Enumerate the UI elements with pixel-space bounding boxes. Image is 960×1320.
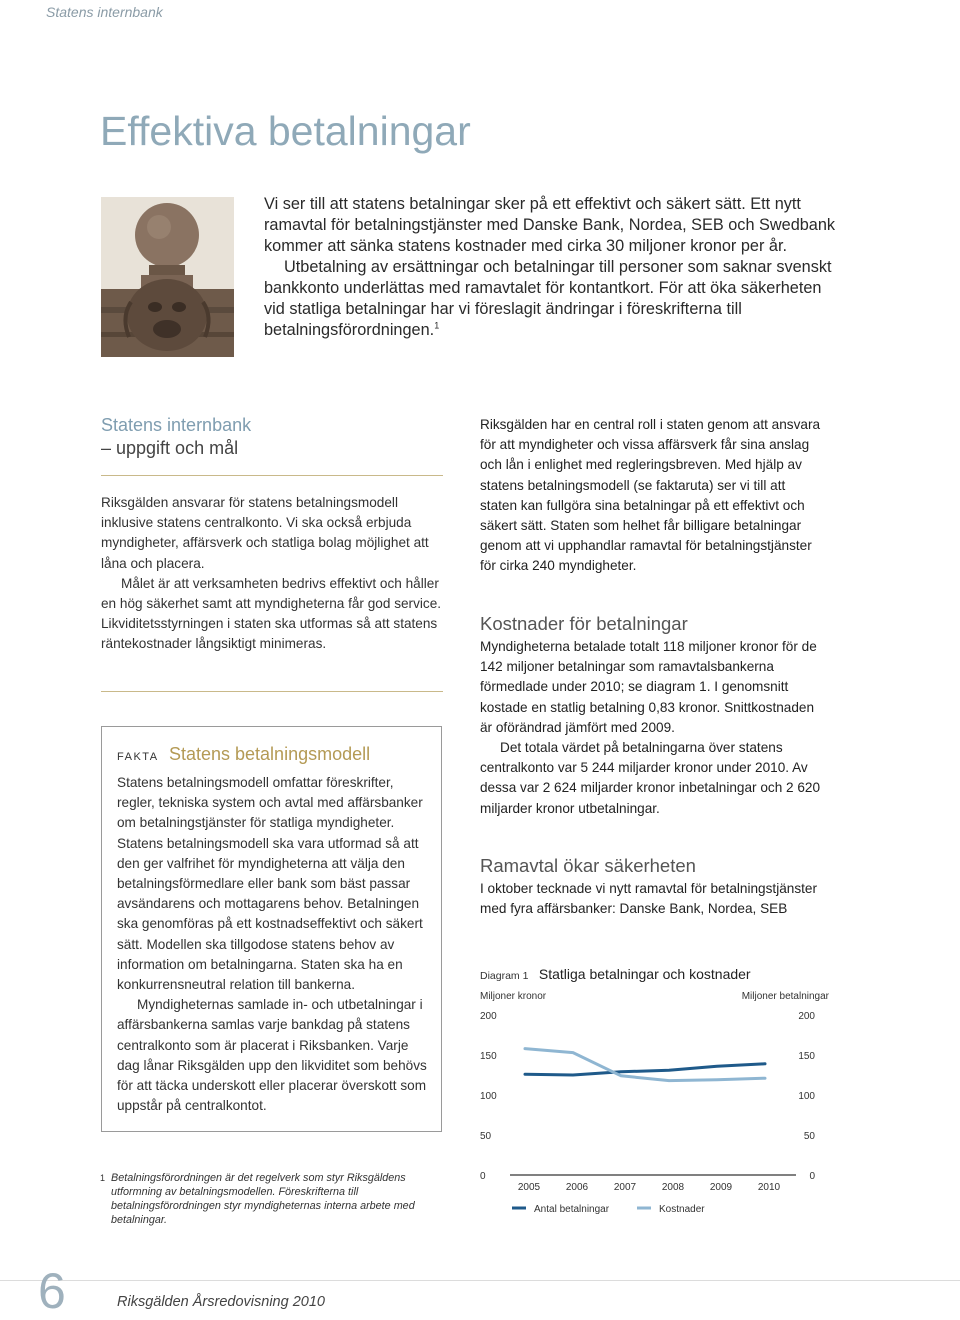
section-costs-paragraph-1: Myndigheterna betalade totalt 118 miljoner kronor för de 142 miljoner betalningar som ramavtalsbankerna förmedlade under 2010; se diagram 1. I genomsnitt kostade en statlig betalning 0,83 kronor. Snittkostnaden är oförändrad jämfört med 2009. — [480, 639, 817, 735]
page-title: Effektiva betalningar — [100, 108, 471, 154]
photo-stone-sculpture — [101, 197, 234, 357]
section-title-costs: Kostnader för betalningar — [480, 613, 688, 634]
sidebar-rule-bottom — [101, 691, 443, 692]
fact-box-paragraph-1: Statens betalningsmodell omfattar föreskrifter, regler, tekniska system och avtal med affärsbanker om betalningstjänster för statliga myndigheter. Statens betalningsmodell ska vara utformad så att den ger valfrihet för myndigheterna att välja den betalningsförmedlare eller bank som bäst passar avsändarens och mottagarens behov. Betalningen ska genomföras på ett kostnadseffektivt och säkert sätt. Modellen ska tillgodose statens behov av information om betalningarna. Staten ska ha en konkurrensneutral relation till bankerna. — [117, 775, 423, 993]
y-tick-left-0: 0 — [480, 1171, 486, 1182]
section-agreement-paragraph-1: I oktober tecknade vi nytt ramavtal för betalningstjänster med fyra affärsbanker: Danske Bank, Nordea, SEB — [480, 881, 817, 917]
diagram-label: Diagram 1 — [480, 970, 529, 982]
sidebar-body — [101, 493, 443, 655]
section-body-agreement — [480, 879, 825, 919]
legend-label-2: Kostnader — [659, 1204, 705, 1215]
section-costs-paragraph-2: Det totala värdet på betalningarna över statens centralkonto var 5 244 miljarder kronor under 2010. Av dessa var 2 624 miljarder kronor inbetalningar och 2 620 miljarder kronor utbetalningar. — [480, 740, 821, 816]
right-column-intro — [480, 415, 825, 577]
y-tick-left-150: 150 — [480, 1051, 497, 1062]
footnote-text: Betalningsförordningen är det regelverk som styr Riksgäldens utformning av betalningsmodellen. Föreskrifterna till betalningsförordningen styr myndigheternas interna arbete med betalningar. — [111, 1172, 415, 1226]
x-tick-2006: 2006 — [565, 1182, 589, 1193]
y-axis-label-right: Miljoner betalningar — [741, 991, 829, 1002]
y-tick-right-150: 150 — [798, 1051, 815, 1062]
footnote-reference[interactable]: 1 — [434, 320, 440, 331]
running-head: Statens internbank — [46, 4, 163, 20]
y-axis-label-left: Miljoner kronor — [480, 991, 547, 1002]
y-tick-left-50: 50 — [480, 1131, 492, 1142]
publication-name: Riksgälden Årsredovisning 2010 — [117, 1294, 325, 1310]
page-number: 6 — [38, 1263, 66, 1319]
footnote-number: 1 — [100, 1173, 106, 1183]
y-tick-right-200: 200 — [798, 1011, 815, 1022]
right-column-intro-text: Riksgälden har en central roll i staten genom att ansvara för att myndigheter och vissa affärsverk får sina anslag och lån i enlighet med regleringsbreven. Med hjälp av statens betalningsmodell (se faktaruta) ser vi till att staten kan fullgöra sina betalningar på ett effektivt och säkert sätt. Staten som helhet får billigare betalningar genom att vi upphandlar ramavtal för betalningstjänster för cirka 240 myndigheter. — [480, 417, 821, 574]
x-tick-2008: 2008 — [661, 1182, 685, 1193]
sidebar-title: Statens internbank — [101, 415, 252, 435]
legend-label-1: Antal betalningar — [534, 1204, 610, 1215]
footer-rule — [0, 1280, 960, 1281]
series-line-antal-betalningar — [525, 1064, 765, 1075]
x-tick-2005: 2005 — [517, 1182, 541, 1193]
sidebar-paragraph-2: Målet är att verksamheten bedrivs effektivt och håller en hög säkerhet samt att myndigheterna får god service. Likviditetsstyrningen i staten ska utformas så att statens räntekostnader långsiktigt minimeras. — [101, 575, 442, 652]
fact-box-heading — [117, 744, 370, 765]
fact-box-paragraph-2: Myndigheternas samlade in- och utbetalningar i affärsbankerna samlas varje bankdag på statens centralkonto som är placerat i Riksbanken. Varje dag lånar Riksgälden upp den likviditet som behövs för att täcka underskott eller placerar överskott som uppstår på centralkontot. — [117, 997, 427, 1114]
y-tick-right-0: 0 — [809, 1171, 815, 1182]
diagram-title: Statliga betalningar och kostnader — [538, 966, 751, 982]
intro-paragraph-2: Utbetalning av ersättningar och betalningar till personer som saknar svenskt bankkonto underlättas med ramavtalet för kontantkort. För att öka säkerheten vid statliga betalningar har vi föreslagit ändringar i föreskrifterna till betalningsförordningen.$^1$ — [264, 258, 832, 339]
y-tick-left-100: 100 — [480, 1091, 497, 1102]
x-tick-2007: 2007 — [613, 1182, 637, 1193]
line-chart — [475, 985, 835, 1220]
y-tick-left-200: 200 — [480, 1011, 497, 1022]
fact-box-body — [117, 773, 432, 1116]
footnote — [100, 1171, 450, 1227]
diagram-heading — [480, 966, 751, 984]
section-title-agreement: Ramavtal ökar säkerheten — [480, 855, 696, 876]
x-tick-2009: 2009 — [709, 1182, 733, 1193]
section-body-costs — [480, 637, 825, 819]
fact-box-title: Statens betalningsmodell — [168, 744, 371, 764]
intro-paragraph-1: Vi ser till att statens betalningar sker på ett effektivt och säkert sätt. Ett nytt ramavtal för betalningstjänster med Danske Bank, Nordea, SEB och Swedbank kommer att sänka statens kostnader med cirka 30 miljoner kronor per år. — [264, 195, 836, 255]
intro-text — [264, 194, 844, 341]
fact-box-label: FAKTA — [117, 751, 159, 763]
y-tick-right-50: 50 — [803, 1131, 815, 1142]
sidebar-paragraph-1: Riksgälden ansvarar för statens betalningsmodell inklusive statens centralkonto. Vi ska också erbjuda myndigheter, affärsverk och statliga bolag möjlighet att låna och placera. — [101, 495, 429, 571]
y-tick-right-100: 100 — [798, 1091, 815, 1102]
sidebar-subtitle: – uppgift och mål — [101, 438, 239, 458]
sidebar-rule-top — [101, 475, 443, 476]
x-tick-2010: 2010 — [757, 1182, 781, 1193]
sidebar-heading — [101, 414, 443, 460]
